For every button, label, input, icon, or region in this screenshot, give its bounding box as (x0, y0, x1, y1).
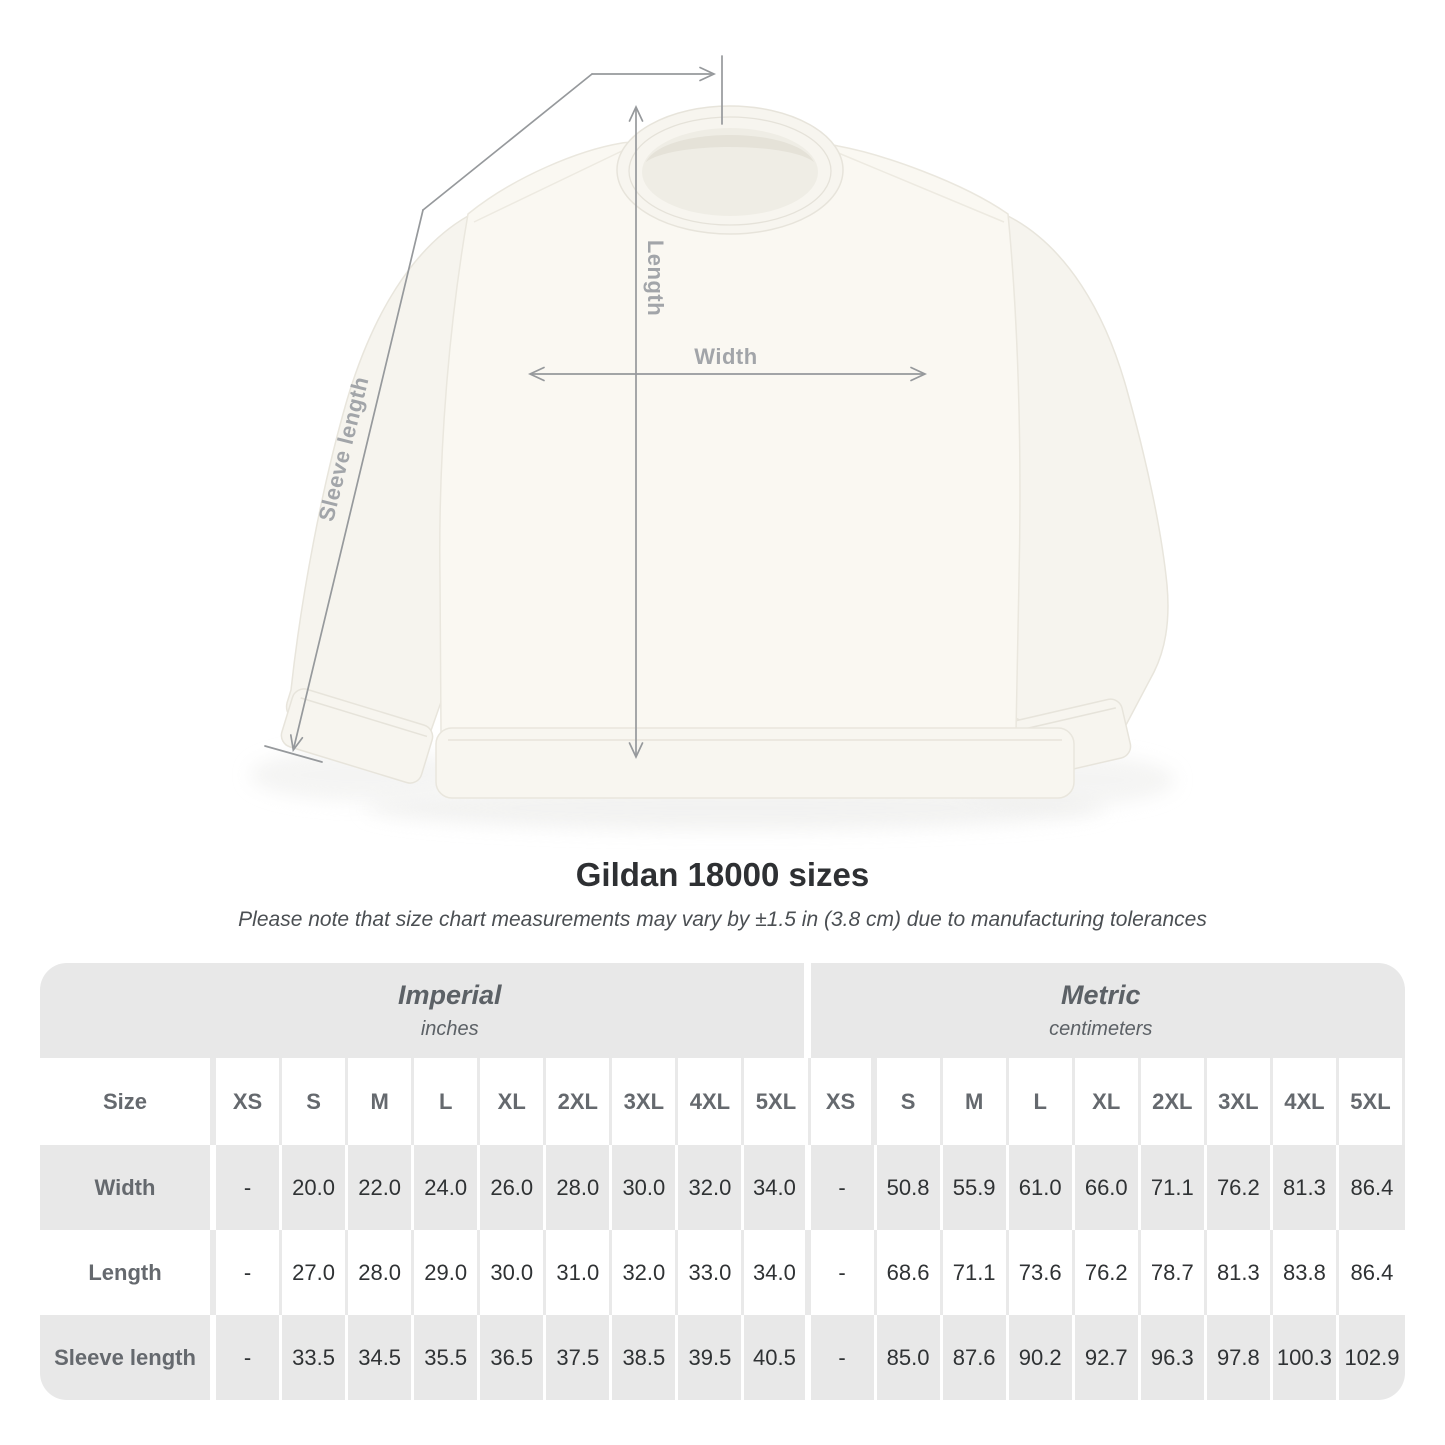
table-cell: 33.5 (282, 1315, 348, 1400)
unit-group-metric (811, 963, 1406, 1058)
table-cell: 30.0 (612, 1145, 678, 1230)
size-header-3xl: 3XL (612, 1058, 678, 1145)
unit-group-imperial (40, 963, 811, 1058)
size-header-xl: XL (480, 1058, 546, 1145)
table-cell: 81.3 (1273, 1145, 1339, 1230)
table-cell: 36.5 (480, 1315, 546, 1400)
unit-group-sublabel: inches (420, 1018, 479, 1040)
row-label: Length (40, 1230, 216, 1315)
table-cell: 27.0 (282, 1230, 348, 1315)
table-cell: 50.8 (877, 1145, 943, 1230)
table-cell: 28.0 (348, 1230, 414, 1315)
table-cell: 33.0 (678, 1230, 744, 1315)
table-cell: 30.0 (480, 1230, 546, 1315)
table-cell: 26.0 (480, 1145, 546, 1230)
table-cell: 37.5 (546, 1315, 612, 1400)
width-measure-label: Width (694, 344, 758, 369)
unit-group-sublabel: centimeters (1049, 1018, 1153, 1040)
table-cell: 100.3 (1273, 1315, 1339, 1400)
size-header-s: S (877, 1058, 943, 1145)
table-cell: 86.4 (1339, 1230, 1405, 1315)
table-cell: 61.0 (1009, 1145, 1075, 1230)
table-cell: - (216, 1230, 282, 1315)
size-header-l: L (414, 1058, 480, 1145)
size-header-2xl: 2XL (1141, 1058, 1207, 1145)
table-cell: 78.7 (1141, 1230, 1207, 1315)
table-cell: 31.0 (546, 1230, 612, 1315)
table-cell: - (811, 1145, 877, 1230)
size-header-m: M (348, 1058, 414, 1145)
table-cell: 90.2 (1009, 1315, 1075, 1400)
table-cell: 85.0 (877, 1315, 943, 1400)
table-cell: 71.1 (1141, 1145, 1207, 1230)
table-cell: 76.2 (1075, 1230, 1141, 1315)
page-title: Gildan 18000 sizes (575, 856, 870, 893)
table-cell: - (811, 1315, 877, 1400)
size-header-xl: XL (1075, 1058, 1141, 1145)
table-cell: 96.3 (1141, 1315, 1207, 1400)
table-cell: 34.5 (348, 1315, 414, 1400)
table-cell: 66.0 (1075, 1145, 1141, 1230)
table-cell: 73.6 (1009, 1230, 1075, 1315)
table-cell: 86.4 (1339, 1145, 1405, 1230)
unit-group-label: Imperial (397, 980, 502, 1010)
size-header-2xl: 2XL (546, 1058, 612, 1145)
size-header-s: S (282, 1058, 348, 1145)
table-cell: - (811, 1230, 877, 1315)
row-label: Width (40, 1145, 216, 1230)
size-header-5xl: 5XL (744, 1058, 810, 1145)
collar (617, 106, 843, 234)
table-cell: 76.2 (1207, 1145, 1273, 1230)
table-cell: 32.0 (612, 1230, 678, 1315)
size-table (40, 963, 1405, 1400)
table-cell: 29.0 (414, 1230, 480, 1315)
table-cell: 55.9 (943, 1145, 1009, 1230)
table-cell: - (216, 1145, 282, 1230)
table-cell: 22.0 (348, 1145, 414, 1230)
table-cell: 24.0 (414, 1145, 480, 1230)
table-cell: 102.9 (1339, 1315, 1405, 1400)
table-cell: 87.6 (943, 1315, 1009, 1400)
unit-group-label: Metric (1060, 980, 1141, 1010)
table-cell: 32.0 (678, 1145, 744, 1230)
tolerance-note: Please note that size chart measurements may vary by ±1.5 in (3.8 cm) due to manufacturing tolerances (238, 908, 1207, 931)
size-column-header: Size (40, 1058, 216, 1145)
table-cell: 39.5 (678, 1315, 744, 1400)
table-cell: 92.7 (1075, 1315, 1141, 1400)
hem-band (436, 728, 1074, 798)
size-header-5xl: 5XL (1339, 1058, 1405, 1145)
size-header-xs: XS (811, 1058, 877, 1145)
table-cell: 97.8 (1207, 1315, 1273, 1400)
table-cell: 35.5 (414, 1315, 480, 1400)
table-cell: 40.5 (744, 1315, 810, 1400)
table-cell: 34.0 (744, 1145, 810, 1230)
length-measure-label: Length (643, 239, 668, 317)
size-header-xs: XS (216, 1058, 282, 1145)
table-cell: 34.0 (744, 1230, 810, 1315)
table-cell: 81.3 (1207, 1230, 1273, 1315)
table-cell: 38.5 (612, 1315, 678, 1400)
table-cell: 20.0 (282, 1145, 348, 1230)
table-cell: - (216, 1315, 282, 1400)
table-cell: 71.1 (943, 1230, 1009, 1315)
size-header-m: M (943, 1058, 1009, 1145)
size-header-l: L (1009, 1058, 1075, 1145)
table-cell: 28.0 (546, 1145, 612, 1230)
table-cell: 68.6 (877, 1230, 943, 1315)
row-label: Sleeve length (40, 1315, 216, 1400)
size-header-4xl: 4XL (1273, 1058, 1339, 1145)
table-cell: 83.8 (1273, 1230, 1339, 1315)
size-header-3xl: 3XL (1207, 1058, 1273, 1145)
size-header-4xl: 4XL (678, 1058, 744, 1145)
sleeve-length-measure-label: Sleeve length (313, 373, 374, 524)
